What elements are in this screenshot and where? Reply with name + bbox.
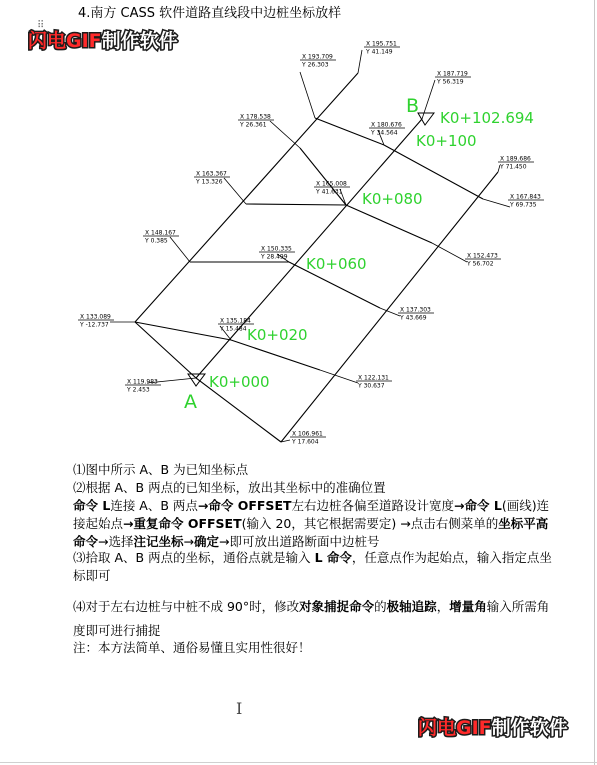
paragraph-1: ⑴图中所示 A、B 为已知坐标点 [73, 462, 249, 477]
coord-y-label: Y 71.450 [500, 163, 527, 171]
text-run: →命令 L [454, 498, 502, 513]
road-line [281, 172, 498, 442]
station-label: K0+080 [362, 190, 423, 208]
paragraph-3 [73, 497, 553, 551]
text-run: 极轴追踪 [386, 599, 437, 614]
watermark-suffix: 制作软件 [101, 30, 178, 52]
stake-line [135, 322, 231, 340]
text-run: 输入所需角度即可进行捕捉 [73, 599, 550, 638]
coord-y-label: Y 34.564 [371, 129, 398, 137]
text-cursor-icon: I [236, 699, 243, 718]
text-run: (输入 20，其它根据需要定) →点击右侧菜单的 [241, 516, 499, 531]
coord-y-label: Y 41.631 [316, 188, 343, 196]
leader-line [270, 121, 300, 148]
page-border-bottom [0, 762, 597, 763]
watermark-brand: 闪电 [418, 717, 457, 739]
coord-y-label: Y 56.702 [467, 260, 494, 268]
station-label: K0+102.694 [440, 109, 534, 127]
text-run: ⑶拾取 A、B 两点的坐标，通俗点就是输入 [73, 550, 315, 565]
watermark-bottom [418, 717, 568, 739]
coord-y-label: Y 26.303 [302, 61, 329, 69]
point-a-label: A [184, 391, 197, 413]
coord-x-label: X 178.538 [240, 113, 271, 121]
corner-mark-icon: ⠿ [37, 20, 46, 31]
text-run: →命令 OFFSET [197, 498, 292, 513]
triangle-b-icon [418, 113, 434, 125]
coord-x-label: X 119.983 [127, 378, 158, 386]
text-run: ， [436, 599, 450, 614]
text-run: 对象捕捉命令 [299, 599, 375, 614]
coord-y-label: Y 41.149 [366, 48, 393, 56]
coord-y-label: Y 15.484 [220, 325, 247, 333]
leader-line [224, 178, 246, 204]
coord-y-label: Y 0.385 [145, 237, 168, 245]
text-run: 的 [374, 599, 387, 614]
point-b-label: B [406, 95, 420, 117]
watermark-suffix: 制作软件 [491, 717, 568, 739]
triangle-a-icon [188, 374, 205, 386]
text-run: ，任意点作为起始点，输入指定点坐标即可 [73, 550, 552, 583]
leader-line [483, 199, 510, 207]
coord-x-label: X 150.335 [261, 245, 292, 253]
coord-y-label: Y 56.319 [437, 78, 464, 86]
paragraph-2: ⑵根据 A、B 两点的已知坐标，放出其坐标中的准确位置 [73, 480, 386, 495]
leader-line [170, 237, 190, 262]
stake-line [346, 205, 432, 243]
leader-line [432, 243, 467, 262]
station-label: K0+020 [247, 326, 308, 344]
text-run: 坐标平高命令 [73, 516, 549, 549]
text-run: → [183, 534, 194, 549]
watermark-gif: GIF [456, 717, 492, 739]
text-run: (画线)连接起始点 [73, 498, 550, 531]
text-run: →即可放出道路断面中边桩号 [219, 534, 380, 549]
coord-y-label: Y 43.669 [400, 314, 427, 322]
text-run: ⑷对于左右边桩与中桩不成 90°时，修改 [73, 599, 300, 614]
coord-x-label: X 180.676 [371, 121, 402, 129]
coord-y-label: Y -12.737 [80, 321, 109, 329]
coord-x-label: X 152.473 [467, 252, 498, 260]
stake-line [231, 340, 320, 370]
paragraph-5 [73, 595, 553, 643]
coord-x-label: X 106.961 [292, 430, 323, 438]
coord-x-label: X 193.709 [302, 53, 333, 61]
coord-x-label: X 122.131 [358, 374, 389, 382]
station-label: K0+000 [209, 373, 270, 391]
watermark-gif: GIF [66, 30, 102, 52]
leader-line [358, 50, 362, 73]
paragraph-6: 注：本方法简单、通俗易懂且实用性很好！ [73, 640, 311, 655]
text-run: 注记坐标 [133, 534, 184, 549]
coord-y-label: Y 69.735 [510, 201, 537, 209]
coord-x-label: X 137.303 [400, 306, 431, 314]
stake-line [300, 148, 346, 205]
coord-x-label: X 148.167 [145, 229, 176, 237]
text-run: →重复命令 OFFSET [123, 516, 242, 531]
coord-x-label: X 133.089 [80, 313, 111, 321]
coord-y-label: Y 30.637 [358, 382, 385, 390]
leader-line [300, 72, 315, 118]
coord-x-label: X 167.843 [510, 193, 541, 201]
coord-x-label: X 165.008 [316, 180, 347, 188]
station-label: K0+100 [416, 132, 477, 150]
watermark-brand: 闪电 [28, 30, 67, 52]
coord-y-label: Y 26.361 [240, 121, 267, 129]
coord-x-label: X 187.719 [437, 70, 468, 78]
coord-y-label: Y 13.326 [196, 178, 223, 186]
text-run: 连接 A、B 两点 [110, 498, 198, 513]
text-run: →选择 [98, 534, 134, 549]
coord-x-label: X 163.367 [196, 170, 227, 178]
road-line [135, 73, 358, 322]
text-run: 命令 L [73, 498, 111, 513]
station-label: K0+060 [306, 255, 367, 273]
coord-x-label: X 189.686 [500, 155, 531, 163]
road-line [135, 322, 196, 378]
coordinate-labels [79, 41, 541, 446]
leader-line [320, 370, 358, 383]
text-run: 增量角 [449, 599, 487, 614]
page-title: 4.南方 CASS 软件道路直线段中边桩坐标放样 [78, 6, 342, 21]
coord-x-label: X 135.184 [220, 317, 251, 325]
stake-line [246, 204, 346, 205]
coord-y-label: Y 28.499 [261, 253, 288, 261]
paragraph-4 [73, 549, 553, 585]
text-run: 确定 [194, 534, 220, 549]
coord-x-label: X 195.751 [366, 40, 397, 48]
coord-y-label: Y 2.453 [127, 386, 150, 394]
text-run: L 命令 [314, 550, 352, 565]
text-run: 左右边桩各偏至道路设计宽度 [291, 498, 455, 513]
coord-y-label: Y 17.604 [292, 438, 319, 446]
